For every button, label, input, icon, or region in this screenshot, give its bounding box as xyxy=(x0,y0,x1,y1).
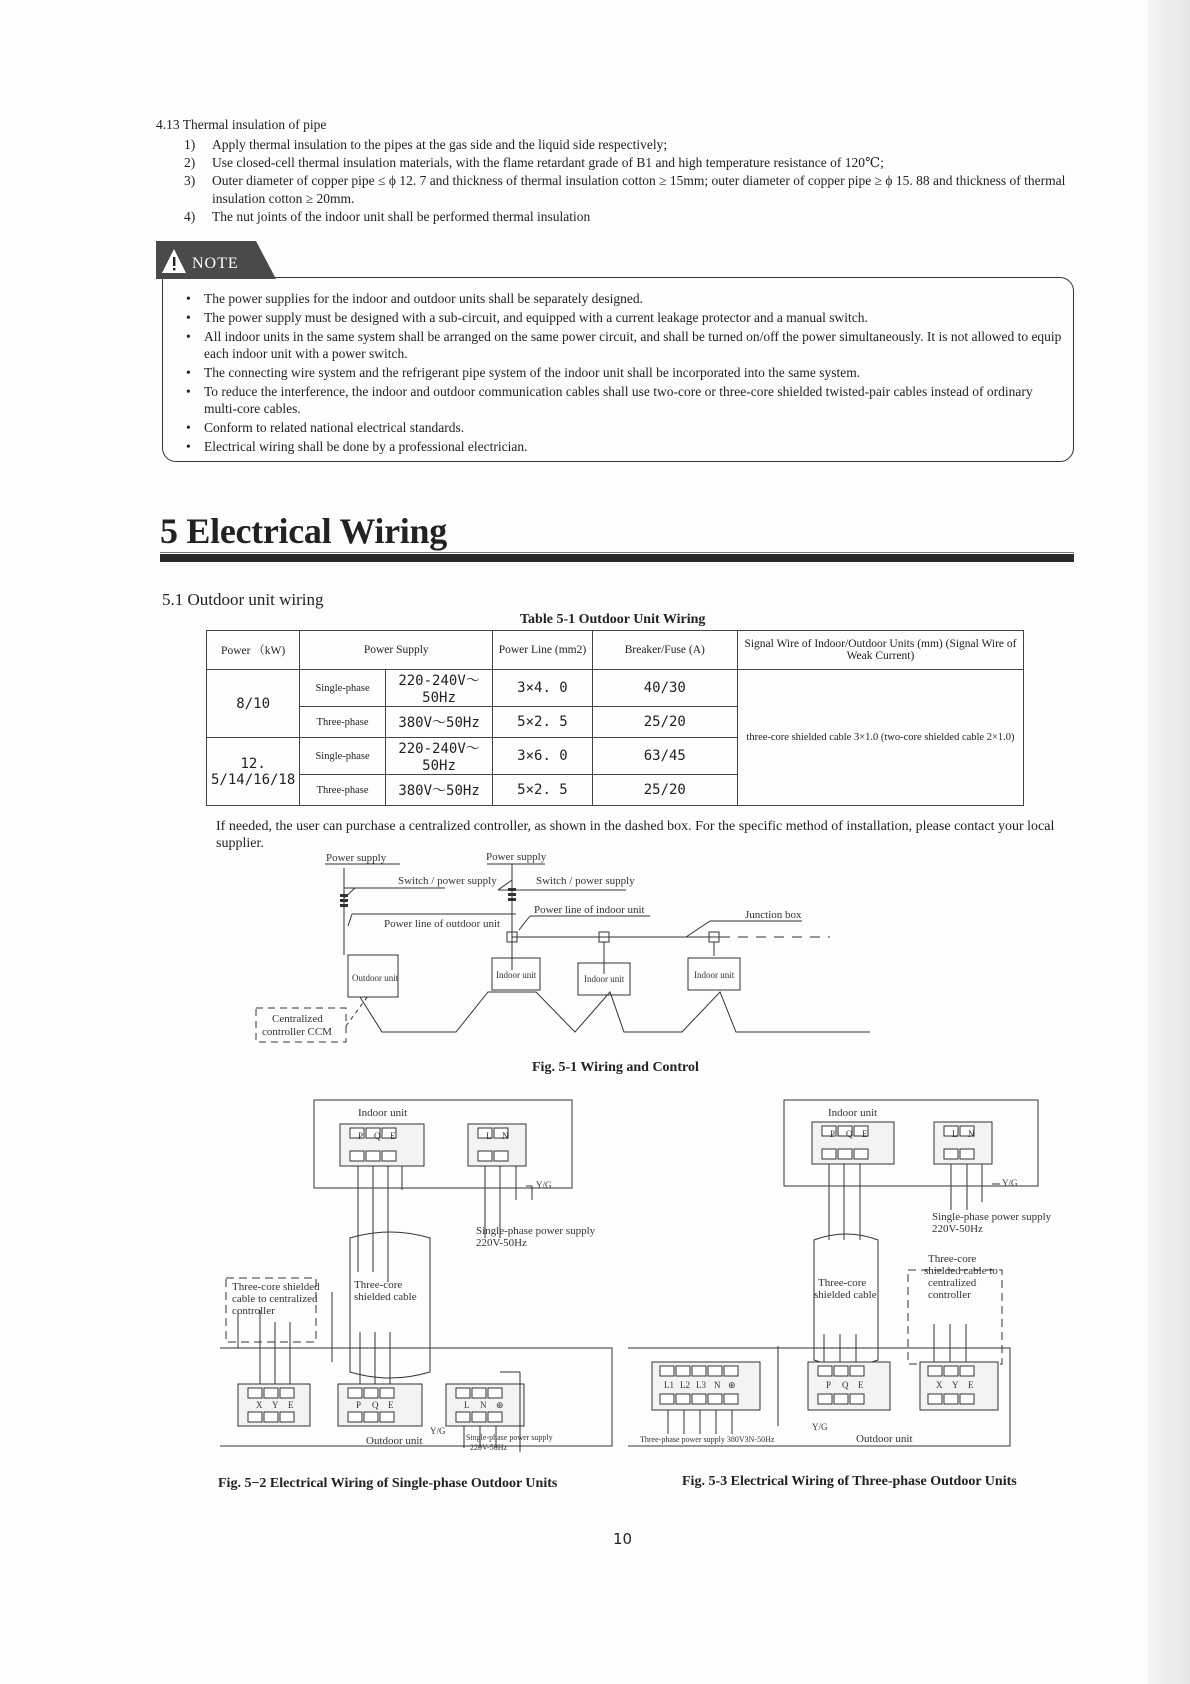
svg-text:E: E xyxy=(858,1380,864,1390)
svg-text:Q: Q xyxy=(374,1131,381,1141)
outdoor-unit-label: Outdoor unit xyxy=(366,1435,423,1447)
svg-text:N: N xyxy=(480,1400,487,1410)
list-item: 2) Use closed-cell thermal insulation materials, with the flame retardant grade of B1 and high temperature resistance of 120℃; xyxy=(184,155,884,170)
ccm-label: Centralized xyxy=(272,1013,323,1025)
svg-text:E: E xyxy=(288,1400,294,1410)
switch-label: Switch / power supply xyxy=(398,875,497,887)
svg-text:Single-phase power supply: Single-phase power supply xyxy=(466,1433,553,1442)
outdoor-unit-label: Outdoor unit xyxy=(352,973,399,983)
list-item: • To reduce the interference, the indoor and outdoor communication cables shall use two-core or three-core shielded twisted-pair cables instead of ordinary multi-core cables. xyxy=(186,384,1033,416)
svg-text:centralized: centralized xyxy=(928,1277,977,1289)
svg-text:shielded cable: shielded cable xyxy=(354,1291,417,1303)
svg-text:Y: Y xyxy=(952,1380,959,1390)
svg-text:P: P xyxy=(826,1380,832,1390)
fig-5-2-caption: Fig. 5−2 Electrical Wiring of Single-phase Outdoor Units xyxy=(218,1476,558,1491)
fig-5-2-diagram xyxy=(220,1092,640,1468)
page-number: 10 xyxy=(613,1530,633,1548)
section-4-13 xyxy=(156,116,1092,226)
svg-text:P: P xyxy=(358,1131,364,1141)
svg-text:L: L xyxy=(952,1129,958,1139)
svg-text:X: X xyxy=(256,1400,263,1410)
svg-text:Q: Q xyxy=(372,1400,379,1410)
fig-5-3-caption: Fig. 5-3 Electrical Wiring of Three-phase Outdoor Units xyxy=(682,1474,1017,1489)
indoor-unit-label: Indoor unit xyxy=(828,1107,878,1119)
svg-text:E: E xyxy=(968,1380,974,1390)
list-item: • Electrical wiring shall be done by a professional electrician. xyxy=(186,439,528,454)
svg-text:E: E xyxy=(390,1131,396,1141)
svg-text:Y/G: Y/G xyxy=(430,1426,446,1436)
indoor-line-label: Power line of indoor unit xyxy=(534,904,645,916)
svg-text:X: X xyxy=(936,1380,943,1390)
svg-text:L: L xyxy=(486,1131,492,1141)
list-item: • The power supply must be designed with a sub-circuit, and equipped with a current leakage protector and a manual switch. xyxy=(186,310,868,325)
svg-text:L: L xyxy=(464,1400,470,1410)
svg-text:⊕: ⊕ xyxy=(496,1400,504,1410)
list-item: • All indoor units in the same system shall be arranged on the same power circuit, and shall be turned on/off the power simultaneously. It is not allowed to equip each indoor unit with a power switch. xyxy=(186,329,1062,361)
svg-text:Three-phase power supply 380V: Three-phase power supply 380V3N-50Hz xyxy=(640,1435,775,1444)
svg-text:shielded cable to: shielded cable to xyxy=(924,1265,998,1277)
svg-text:Three-core: Three-core xyxy=(928,1253,977,1265)
power-supply-label: Power supply xyxy=(326,852,387,864)
svg-text:controller: controller xyxy=(928,1289,971,1301)
intro-paragraph: If needed, the user can purchase a centralized controller, as shown in the dashed box. For the specific method of installation, please contact your local supplier. xyxy=(216,819,1055,851)
list-item: 1) Apply thermal insulation to the pipes at the gas side and the liquid side respectively; xyxy=(184,137,668,152)
table-row: 12. 5/14/16/18 Single-phase 220-240V～50Hz 3×6. 0 63/45 xyxy=(207,738,1024,775)
svg-text:L2: L2 xyxy=(680,1380,690,1390)
divider xyxy=(160,552,1074,553)
junction-box-label: Junction box xyxy=(745,909,802,921)
outdoor-unit-wiring-table xyxy=(206,630,1024,806)
list-item: 4) The nut joints of the indoor unit shall be performed thermal insulation xyxy=(184,209,591,224)
svg-text:220V-50Hz: 220V-50Hz xyxy=(470,1443,508,1452)
table-row: 8/10 Single-phase 220-240V～50Hz 3×4. 0 40/30 three-core shielded cable 3×1.0 (two-core shielded cable 2×1.0) xyxy=(207,670,1024,707)
note-tab xyxy=(156,241,276,281)
svg-text:Single-phase power supply: Single-phase power supply xyxy=(932,1211,1052,1223)
svg-text:controller: controller xyxy=(232,1305,275,1317)
outdoor-unit-label: Outdoor unit xyxy=(856,1433,913,1445)
svg-text:⊕: ⊕ xyxy=(728,1380,736,1390)
svg-text:Three-core: Three-core xyxy=(818,1277,867,1289)
indoor-unit-label: Indoor unit xyxy=(584,974,625,984)
svg-text:P: P xyxy=(356,1400,362,1410)
list-item: • The connecting wire system and the refrigerant pipe system of the indoor unit shall be incorporated into the same system. xyxy=(186,365,861,380)
indoor-unit-label: Indoor unit xyxy=(358,1107,408,1119)
svg-text:Three-core: Three-core xyxy=(354,1279,403,1291)
svg-text:P: P xyxy=(830,1129,836,1139)
svg-text:L3: L3 xyxy=(696,1380,706,1390)
note-label: NOTE xyxy=(192,255,239,272)
svg-text:shielded cable: shielded cable xyxy=(814,1289,877,1301)
indoor-unit-label: Indoor unit xyxy=(694,970,735,980)
svg-text:E: E xyxy=(388,1400,394,1410)
svg-text:Q: Q xyxy=(842,1380,849,1390)
fig-5-3-diagram xyxy=(628,1090,1058,1468)
ccm-label: controller CCM xyxy=(262,1026,332,1038)
svg-text:Y: Y xyxy=(272,1400,279,1410)
svg-text:220V-50Hz: 220V-50Hz xyxy=(932,1223,983,1235)
list-item: • Conform to related national electrical standards. xyxy=(186,420,465,435)
list-item: 3) Outer diameter of copper pipe ≤ ϕ 12. 7 and thickness of thermal insulation cotton ≥ 15mm; outer diameter of copper pipe ≥ ϕ 15. 88 and thickness of thermal insulation cotton ≥ 20mm. xyxy=(184,173,1066,206)
switch-label: Switch / power supply xyxy=(536,875,635,887)
divider xyxy=(160,554,1074,562)
table-row: Three-phase 380V～50Hz 5×2. 5 25/20 xyxy=(207,707,1024,738)
page-edge-shadow xyxy=(1148,0,1190,1684)
chapter-heading: 5 Electrical Wiring xyxy=(160,511,447,551)
section-title: 4.13 Thermal insulation of pipe xyxy=(156,117,327,132)
note-list xyxy=(186,290,1066,457)
svg-text:E: E xyxy=(862,1129,868,1139)
svg-text:Y/G: Y/G xyxy=(812,1422,828,1432)
svg-text:Three-core shielded: Three-core shielded xyxy=(232,1281,320,1293)
section-5-1-title: 5.1 Outdoor unit wiring xyxy=(162,590,324,609)
svg-text:Q: Q xyxy=(846,1129,853,1139)
indoor-unit-label: Indoor unit xyxy=(496,970,537,980)
list-item: • The power supplies for the indoor and outdoor units shall be separately designed. xyxy=(186,291,644,306)
table-header-row: Power （kW) Power Supply Power Line (mm2) Breaker/Fuse (A) Signal Wire of Indoor/Outdoor Units (mm) (Signal Wire of Weak Current) xyxy=(207,631,1024,670)
fig-5-1-diagram xyxy=(240,850,880,1050)
svg-text:N: N xyxy=(968,1129,975,1139)
power-supply-label: Power supply xyxy=(486,851,547,863)
svg-text:Y/G: Y/G xyxy=(536,1180,552,1190)
supply-label: Single-phase power supply xyxy=(476,1225,596,1237)
table-row: Three-phase 380V～50Hz 5×2. 5 25/20 xyxy=(207,775,1024,806)
outdoor-line-label: Power line of outdoor unit xyxy=(384,918,501,930)
svg-text:N: N xyxy=(714,1380,721,1390)
supply-label: 220V-50Hz xyxy=(476,1237,527,1249)
fig-5-1-caption: Fig. 5-1 Wiring and Control xyxy=(532,1060,699,1075)
svg-text:Y/G: Y/G xyxy=(1002,1178,1018,1188)
svg-text:L1: L1 xyxy=(664,1380,674,1390)
table-caption: Table 5-1 Outdoor Unit Wiring xyxy=(520,612,706,627)
svg-text:cable to centralized: cable to centralized xyxy=(232,1293,318,1305)
svg-text:N: N xyxy=(502,1131,509,1141)
